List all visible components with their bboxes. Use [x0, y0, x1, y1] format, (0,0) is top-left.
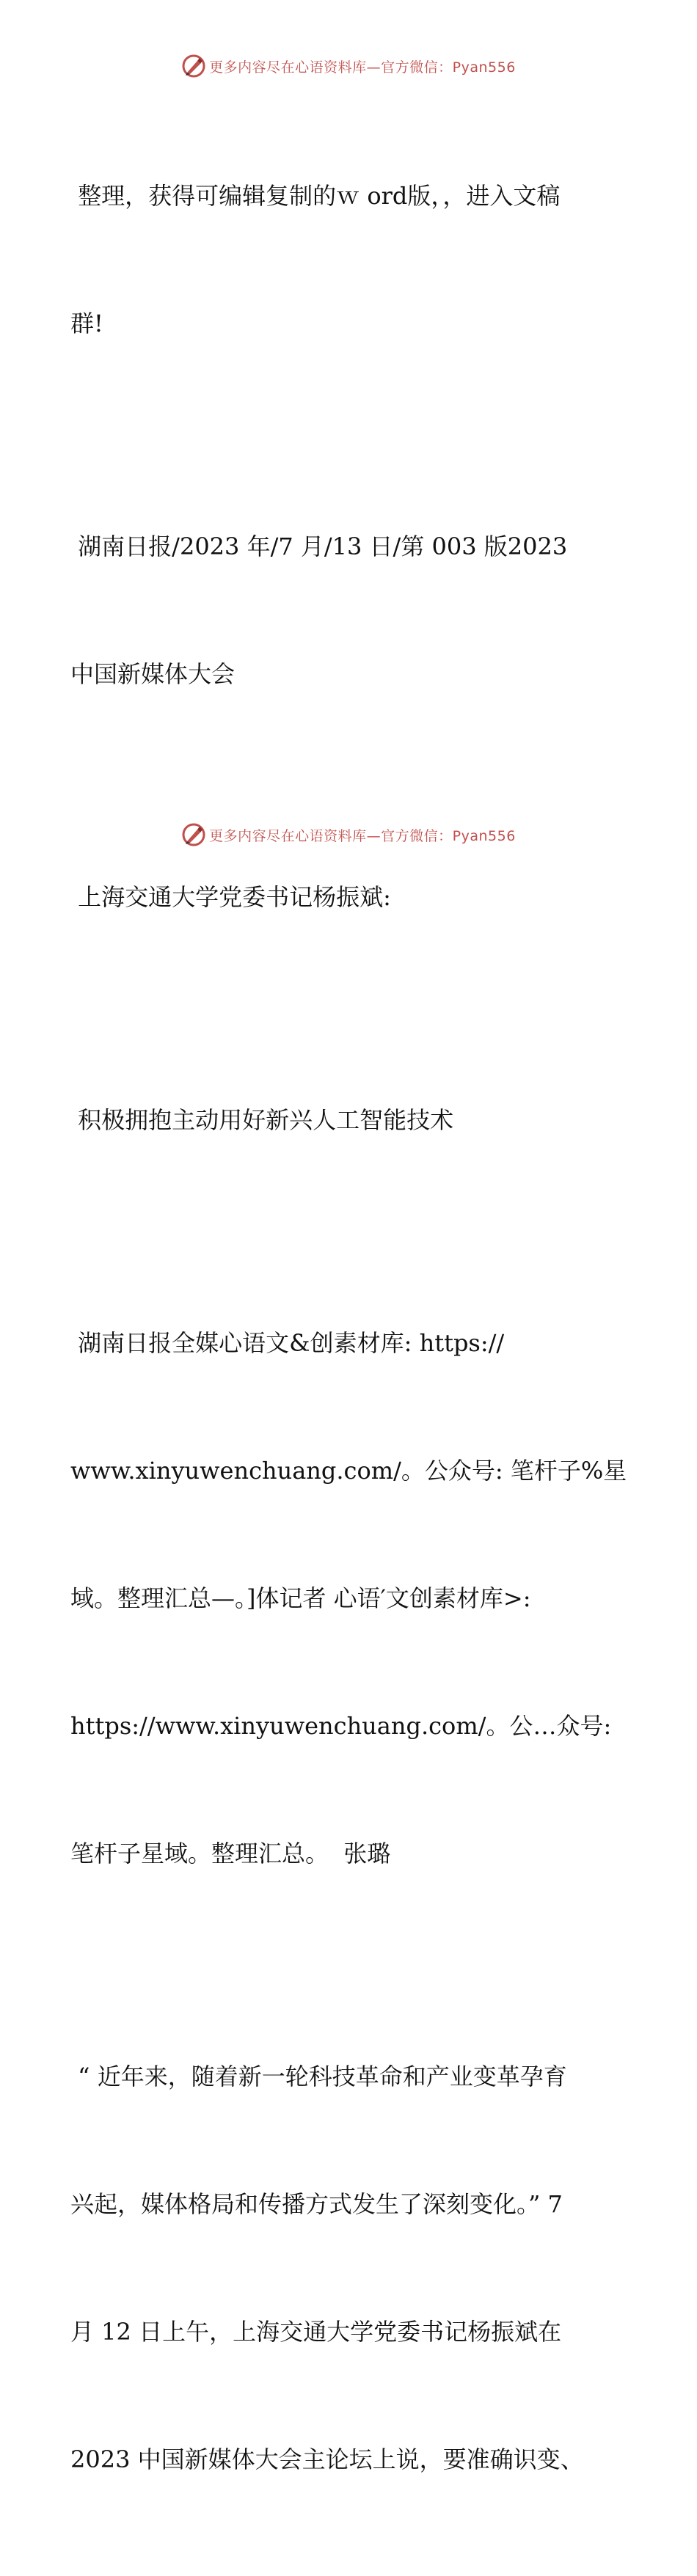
- text-line: 笔杆子星域。整理汇总。 张璐: [70, 1840, 391, 1867]
- paragraph: [70, 89, 628, 430]
- header-banner: [0, 51, 697, 81]
- text-line: 域。整理汇总—。]体记者 心语′文创素材库>:: [70, 1584, 531, 1612]
- banner-text: 更多内容尽在心语资料库—官方微信：Pyan556: [209, 59, 516, 76]
- text-line: 月 12 日上午，上海交通大学党委书记杨振斌在: [70, 2318, 562, 2346]
- text-line: 2023 中国新媒体大会主论坛上说，要准确识变、: [70, 2445, 584, 2473]
- text-line: www.xinyuwenchuang.com/。公众号: 笔杆子%星: [70, 1457, 627, 1485]
- text-line: 整理，获得可编辑复制的ｗ ord版，，进入文稿: [70, 182, 561, 210]
- paragraph: [70, 1014, 628, 1226]
- paragraph: [70, 1237, 628, 1960]
- banner-text: 更多内容尽在心语资料库—官方微信：Pyan556: [209, 827, 516, 844]
- text-line: “ 近年来，随着新一轮科技革命和产业变革孕育: [70, 2063, 567, 2090]
- paragraph: [70, 1970, 628, 2566]
- text-line: 上海交通大学党委书记杨振斌:: [70, 883, 391, 911]
- footer-banner: [0, 820, 697, 849]
- pen-logo-icon: [181, 822, 206, 847]
- text-line: 积极拥抱主动用好新兴人工智能技术: [70, 1106, 454, 1134]
- text-line: https://www.xinyuwenchuang.com/。公…众号:: [70, 1712, 612, 1740]
- text-line: 湖南日报/2023 年/7 月/13 日/第 003 版2023: [70, 533, 568, 560]
- text-line: 兴起，媒体格局和传播方式发生了深刻变化。” 7: [70, 2190, 563, 2218]
- text-line: 中国新媒体大会: [70, 660, 236, 688]
- text-line: 湖南日报全媒心语文&创素材库: https://: [70, 1329, 505, 1357]
- document-body: [70, 89, 628, 2576]
- pen-logo-icon: [181, 54, 206, 78]
- paragraph: [70, 440, 628, 780]
- text-line: 群!: [70, 310, 103, 337]
